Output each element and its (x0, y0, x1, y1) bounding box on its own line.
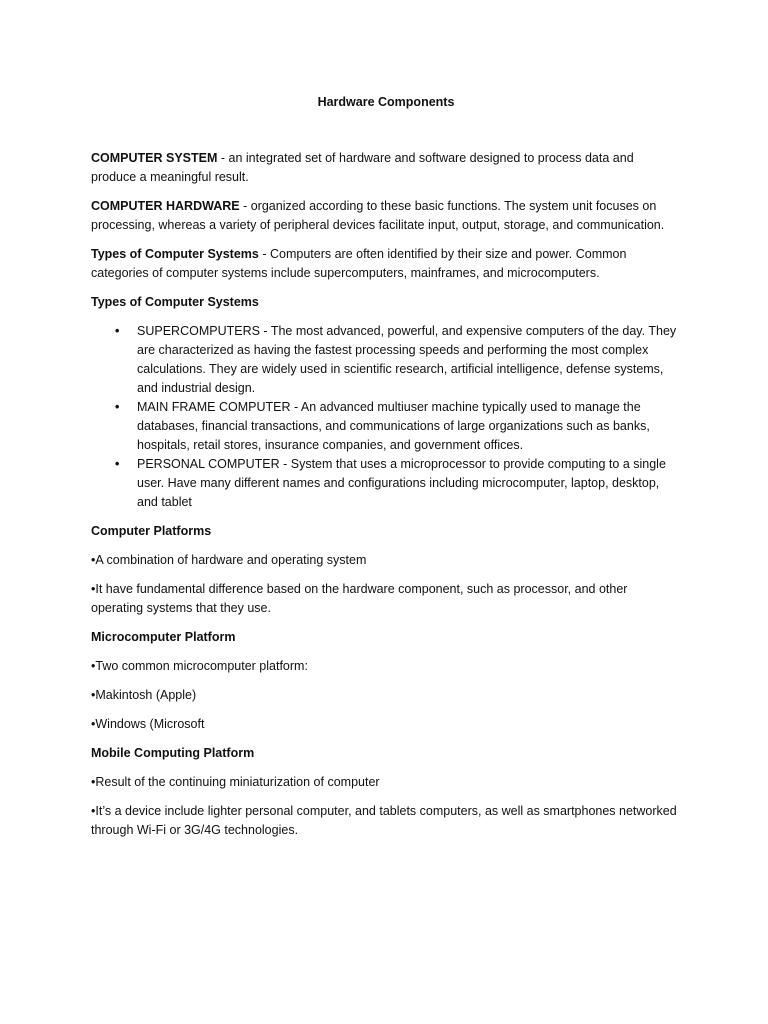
supercomputers-text: - The most advanced, powerful, and expensive computers of the day. They are characterized as having the fastest processing speeds and performing the most complex calculations. They are widely used in scientific research, artificial intelligence, defense systems, and industrial design. (137, 324, 677, 395)
types-list (91, 322, 681, 512)
list-item (91, 398, 681, 455)
computer-system-paragraph (91, 149, 681, 187)
main-frame-term: MAIN FRAME COMPUTER (137, 400, 291, 414)
mobile-computing-platform-heading: Mobile Computing Platform (91, 746, 255, 760)
computer-hardware-paragraph (91, 197, 681, 235)
micro-point-1: •Two common microcomputer platform: (91, 659, 308, 673)
bullet-icon: • (115, 400, 120, 414)
document-content (91, 93, 681, 850)
micro-point-2: •Makintosh (Apple) (91, 688, 197, 702)
bullet-icon: • (115, 457, 120, 471)
platforms-point-1: •A combination of hardware and operating system (91, 553, 367, 567)
computer-hardware-text: - organized according to these basic functions. The system unit focuses on processing, whereas a variety of peripheral devices facilitate input, output, storage, and communication. (91, 199, 665, 232)
types-intro-text: - Computers are often identified by their size and power. Common categories of computer systems include supercomputers, mainframes, and microcomputers. (91, 247, 627, 280)
list-item (91, 322, 681, 398)
document-title: Hardware Components (317, 95, 455, 109)
personal-computer-text: - System that uses a microprocessor to provide computing to a single user. Have many different names and configurations including microcomputer, laptop, desktop, and tablet (137, 457, 666, 509)
main-frame-text: - An advanced multiuser machine typically used to manage the databases, financial transactions, and communications of large organizations such as banks, hospitals, retail stores, insurance companies, and government offices. (137, 400, 650, 452)
platforms-point-2: •It have fundamental difference based on the hardware component, such as processor, and other operating systems that they use. (91, 582, 628, 615)
computer-platforms-heading: Computer Platforms (91, 524, 212, 538)
computer-system-text: - an integrated set of hardware and software designed to process data and produce a meaningful result. (91, 151, 634, 184)
mobile-point-2: •It’s a device include lighter personal computer, and tablets computers, as well as smartphones networked through Wi-Fi or 3G/4G technologies. (91, 804, 677, 837)
computer-system-term: COMPUTER SYSTEM (91, 151, 218, 165)
types-intro-paragraph (91, 245, 681, 283)
microcomputer-platform-heading: Microcomputer Platform (91, 630, 236, 644)
list-item (91, 455, 681, 512)
personal-computer-term: PERSONAL COMPUTER (137, 457, 280, 471)
types-intro-term: Types of Computer Systems (91, 247, 259, 261)
micro-point-3: •Windows (Microsoft (91, 717, 205, 731)
bullet-icon: • (115, 324, 120, 338)
computer-hardware-term: COMPUTER HARDWARE (91, 199, 240, 213)
types-heading: Types of Computer Systems (91, 295, 259, 309)
mobile-point-1: •Result of the continuing miniaturization of computer (91, 775, 380, 789)
supercomputers-term: SUPERCOMPUTERS (137, 324, 260, 338)
